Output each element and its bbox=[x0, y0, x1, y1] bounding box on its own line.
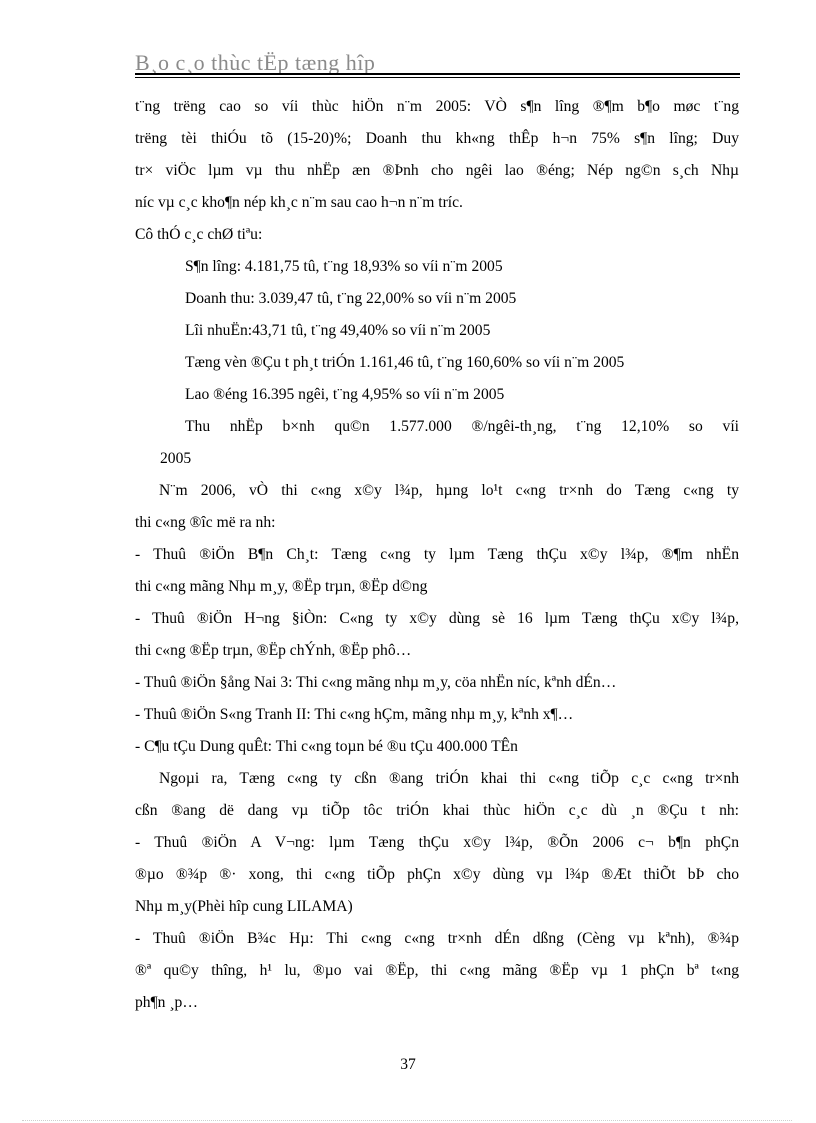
text-line: t¨ng trëng cao so víi thùc hiÖn n¨m 2005: VÒ s¶n lîng ®¶m b¶o møc t¨ng bbox=[135, 98, 739, 115]
text-line: Ngoµi ra, Tæng c«ng ty cßn ®ang triÓn khai thi c«ng tiÕp c¸c c«ng tr×nh bbox=[159, 770, 739, 787]
text-line: thi c«ng ®îc më ra nh: bbox=[135, 514, 276, 531]
header-rule-thin bbox=[135, 77, 740, 78]
text-line: thi c«ng mãng Nhµ m¸y, ®Ëp trµn, ®Ëp d©ng bbox=[135, 578, 428, 595]
page-bottom-border bbox=[22, 1120, 792, 1121]
text-line: tr× viÖc lµm vµ thu nhËp æn ®Þnh cho ngêi lao ®éng; Nép ng©n s¸ch Nhµ bbox=[135, 162, 739, 179]
text-line: thi c«ng ®Ëp trµn, ®Ëp chÝnh, ®Ëp phô… bbox=[135, 642, 412, 659]
list-item: - Thuû ®iÖn H¬ng §iÒn: C«ng ty x©y dùng sè 16 lµm Tæng thÇu x©y l¾p, bbox=[135, 610, 739, 627]
list-item: - C¶u tÇu Dung quÊt: Thi c«ng toµn bé ®u tÇu 400.000 TÊn bbox=[135, 738, 518, 755]
target-line: Lîi nhuËn:43,71 tû, t¨ng 49,40% so víi n¨m 2005 bbox=[185, 322, 491, 339]
header-title: B¸o c¸o thùc tËp tæng hîp bbox=[135, 50, 376, 75]
target-line: Lao ®éng 16.395 ngêi, t¨ng 4,95% so víi n¨m 2005 bbox=[185, 386, 505, 403]
target-line: Thu nhËp b×nh qu©n 1.577.000 ®/ngêi-th¸ng, t¨ng 12,10% so víi bbox=[185, 418, 739, 435]
text-line: 2005 bbox=[160, 450, 192, 467]
target-line: Tæng vèn ®Çu t ph¸t triÓn 1.161,46 tû, t¨ng 160,60% so víi n¨m 2005 bbox=[185, 354, 625, 371]
list-item: - Thuû ®iÖn S«ng Tranh II: Thi c«ng hÇm, mãng nhµ m¸y, kªnh x¶… bbox=[135, 706, 574, 723]
text-line: ph¶n ¸p… bbox=[135, 994, 198, 1011]
header-rule-thick bbox=[135, 73, 740, 75]
list-item: - Thuû ®iÖn §ång Nai 3: Thi c«ng mãng nhµ m¸y, cöa nhËn níc, kªnh dÉn… bbox=[135, 674, 617, 691]
text-line: cßn ®ang dë dang vµ tiÕp tôc triÓn khai thùc hiÖn c¸c dù ¸n ®Çu t nh: bbox=[135, 802, 739, 819]
page-number: 37 bbox=[400, 1056, 416, 1073]
text-line: ®µo ®¾p ®· xong, thi c«ng tiÕp phÇn x©y dùng vµ l¾p ®Æt thiÕt bÞ cho bbox=[135, 866, 739, 883]
body-text bbox=[135, 91, 739, 1019]
text-line: Cô thÓ c¸c chØ tiªu: bbox=[135, 226, 263, 243]
text-line: Nhµ m¸y(Phèi hîp cung LILAMA) bbox=[135, 898, 353, 915]
target-line: Doanh thu: 3.039,47 tû, t¨ng 22,00% so víi n¨m 2005 bbox=[185, 290, 517, 307]
list-item: - Thuû ®iÖn A V¬ng: lµm Tæng thÇu x©y l¾p, ®Õn 2006 c¬ b¶n phÇn bbox=[135, 834, 739, 851]
text-line: trëng tèi thiÓu tõ (15-20)%; Doanh thu kh«ng thÊp h¬n 75% s¶n lîng; Duy bbox=[135, 130, 739, 147]
list-item: - Thuû ®iÖn B¾c Hµ: Thi c«ng c«ng tr×nh dÉn dßng (Cèng vµ kªnh), ®¾p bbox=[135, 930, 739, 947]
target-line: S¶n lîng: 4.181,75 tû, t¨ng 18,93% so víi n¨m 2005 bbox=[185, 258, 503, 275]
text-line: N¨m 2006, vÒ thi c«ng x©y l¾p, hµng lo¹t c«ng tr×nh do Tæng c«ng ty bbox=[159, 482, 739, 499]
list-item: - Thuû ®iÖn B¶n Ch¸t: Tæng c«ng ty lµm Tæng thÇu x©y l¾p, ®¶m nhËn bbox=[135, 546, 739, 563]
text-line: ®ª qu©y thîng, h¹ lu, ®µo vai ®Ëp, thi c«ng mãng ®Ëp vµ 1 phÇn bª t«ng bbox=[135, 962, 739, 979]
text-line: níc vµ c¸c kho¶n nép kh¸c n¨m sau cao h¬n n¨m tríc. bbox=[135, 194, 463, 211]
